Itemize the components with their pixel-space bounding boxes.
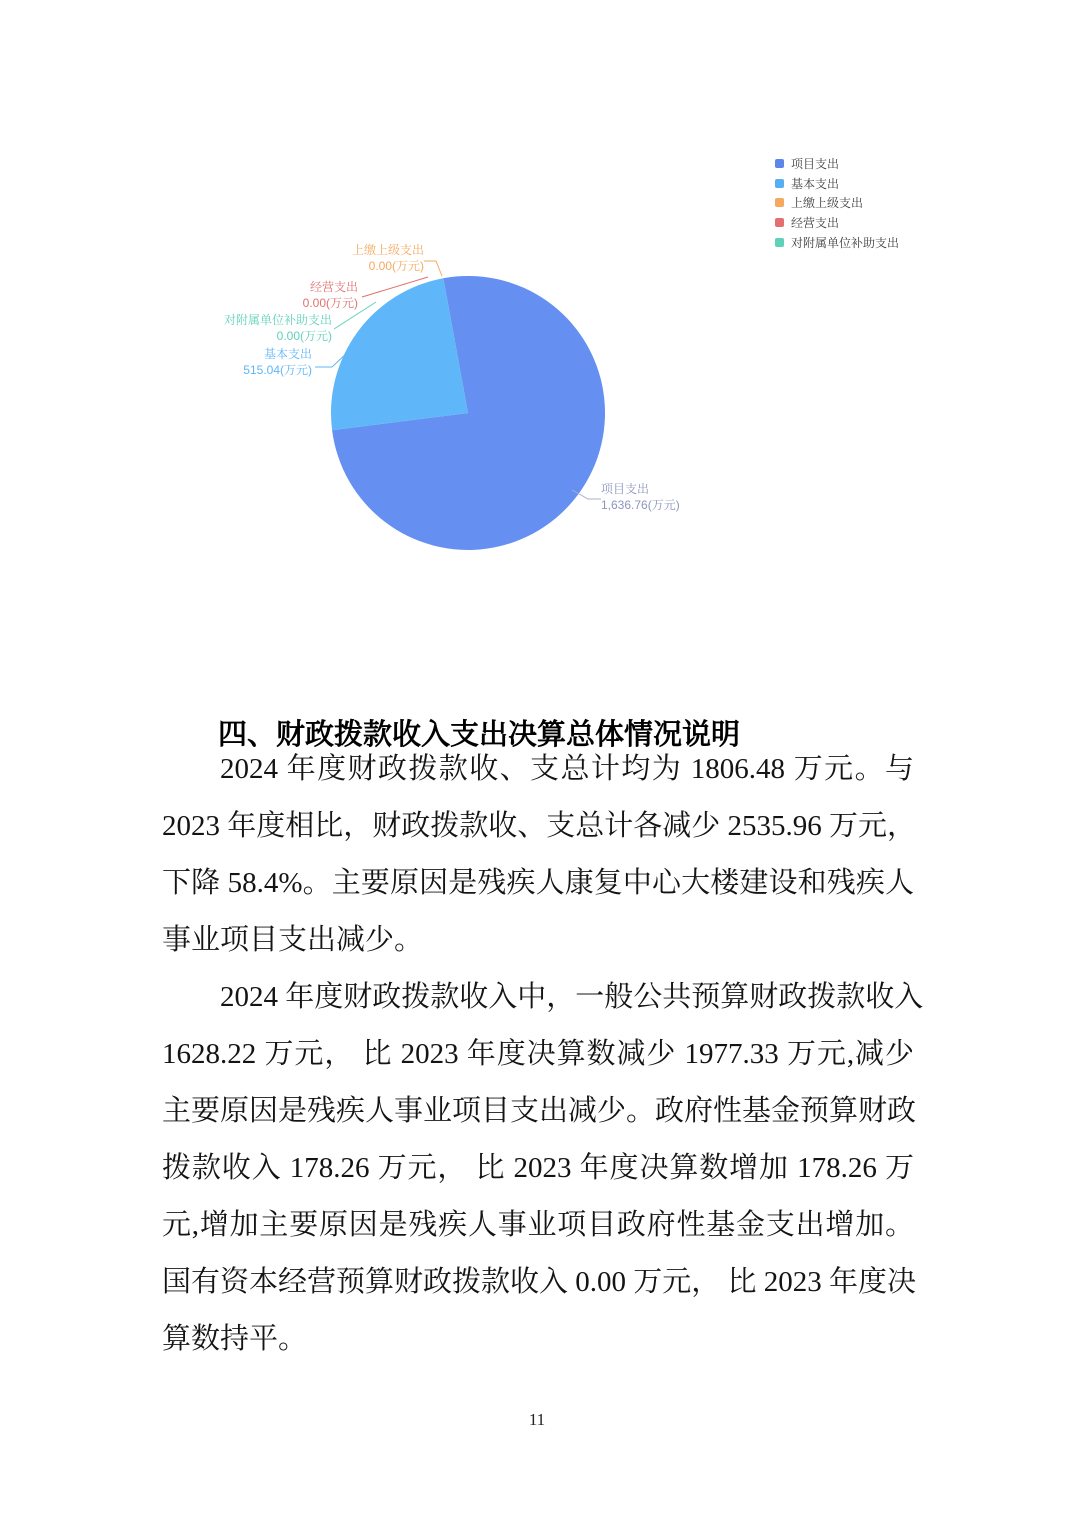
body-line: 主要原因是残疾人事业项目支出减少。政府性基金预算财政	[162, 1095, 917, 1127]
callout-value: 0.00(万元)	[368, 258, 424, 273]
page-number: 11	[528, 1410, 546, 1429]
body-line: 1628.22 万元， 比 2023 年度决算数减少 1977.33 万元,减少	[162, 1038, 914, 1070]
callout-name: 项目支出	[601, 482, 650, 496]
legend-swatch-icon	[775, 159, 784, 168]
legend-item-shangjiao	[775, 193, 899, 213]
body-line: 2024 年度财政拨款收入中，一般公共预算财政拨款收入	[220, 981, 924, 1013]
legend-item-jingying	[775, 213, 899, 233]
callout-value: 1,636.76(万元)	[601, 497, 680, 512]
legend-label: 经营支出	[791, 216, 840, 231]
body-line: 元,增加主要原因是残疾人事业项目政府性基金支出增加。	[162, 1209, 914, 1241]
legend-swatch-icon	[775, 218, 784, 227]
callout-jingying	[218, 280, 358, 311]
callout-jiben	[172, 347, 312, 378]
body-line: 2024 年度财政拨款收、支总计均为 1806.48 万元。与	[220, 753, 914, 785]
section-heading: 四、财政拨款收入支出决算总体情况说明	[218, 719, 741, 751]
callout-name: 对附属单位补助支出	[223, 313, 332, 327]
legend-label: 上缴上级支出	[791, 196, 864, 211]
legend-swatch-icon	[775, 198, 784, 207]
pie-chart-canvas	[0, 0, 1074, 660]
body-line: 事业项目支出减少。	[162, 924, 424, 956]
body-line: 算数持平。	[162, 1323, 308, 1355]
legend-swatch-icon	[775, 238, 784, 247]
legend-label: 项目支出	[791, 157, 840, 172]
callout-name: 基本支出	[263, 347, 312, 361]
body-line: 拨款收入 178.26 万元， 比 2023 年度决算数增加 178.26 万	[162, 1152, 914, 1184]
pie-chart	[0, 0, 1074, 660]
callout-value: 0.00(万元)	[276, 328, 332, 343]
callout-value: 515.04(万元)	[243, 362, 312, 377]
legend-swatch-icon	[775, 179, 784, 188]
body-line: 下降 58.4%。主要原因是残疾人康复中心大楼建设和残疾人	[162, 867, 914, 899]
leader-line-shangjiao	[424, 261, 442, 276]
legend-item-jiben	[775, 174, 899, 194]
legend-label: 基本支出	[791, 176, 840, 191]
body-line: 2023 年度相比，财政拨款收、支总计各减少 2535.96 万元，	[162, 810, 917, 842]
legend-item-xiangmu	[775, 154, 899, 174]
legend-label: 对附属单位补助支出	[791, 235, 900, 250]
callout-name: 经营支出	[309, 280, 358, 294]
body-line: 国有资本经营预算财政拨款收入 0.00 万元， 比 2023 年度决	[162, 1266, 917, 1298]
callout-duifushu	[192, 313, 332, 344]
callout-shangjiao	[284, 243, 424, 274]
body-text	[162, 741, 924, 1368]
callout-value: 0.00(万元)	[302, 295, 358, 310]
callout-xiangmu	[601, 482, 680, 513]
callout-name: 上缴上级支出	[351, 243, 424, 257]
legend-item-duifushu	[775, 232, 899, 252]
chart-legend	[775, 154, 899, 252]
